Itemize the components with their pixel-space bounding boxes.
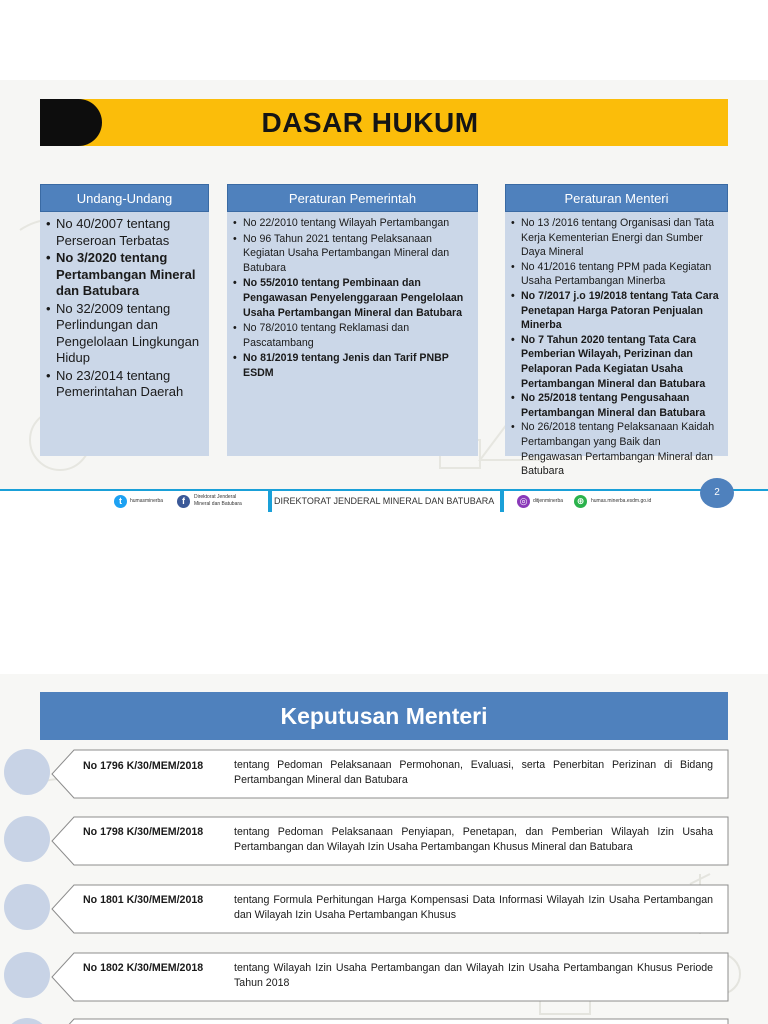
decision-description: tentang Pedoman Pelaksanaan Penyiapan, Penetapan, dan Pemberian Wilayah Izin Usaha Pertambangan dan Wilayah Izin Usaha Pertambangan Khusus Mineral dan Batubara [234, 826, 713, 853]
decision-number: No 1801 K/30/MEM/2018 [83, 894, 204, 906]
instagram-handle[interactable]: ditjenminerba [533, 498, 564, 504]
decision-number: No 1802 K/30/MEM/2018 [83, 962, 204, 974]
list-item: • No 55/2010 tentang Pembinaan dan Pengawasan Penyelenggaraan Pengelolaan Usaha Pertambangan Mineral dan Batubara [233, 276, 474, 320]
list-item: • No 3/2020 tentang Pertambangan Mineral dan Batubara [46, 250, 205, 300]
slide-keputusan-menteri [0, 674, 768, 1024]
decision-row-partial [0, 1018, 768, 1024]
instagram-icon[interactable]: ◎ [517, 495, 530, 508]
footer-divider [500, 491, 504, 512]
facebook-icon[interactable]: f [177, 495, 190, 508]
twitter-handle[interactable]: humasminerba [130, 498, 164, 504]
organization-name: DIREKTORAT JENDERAL MINERAL DAN BATUBARA [274, 496, 495, 506]
law-list [227, 212, 478, 381]
row-box [0, 1018, 768, 1024]
column-heading: Undang-Undang [40, 184, 209, 212]
facebook-name-line2[interactable]: Mineral dan Batubara [194, 501, 242, 507]
law-list [505, 212, 728, 479]
law-list [40, 212, 209, 401]
list-item: • No 7/2017 j.o 19/2018 tentang Tata Cara Penetapan Harga Patoran Penjualan Minerba [511, 289, 724, 333]
list-item: • No 96 Tahun 2021 tentang Pelaksanaan Kegiatan Usaha Pertambangan Mineral dan Batubara [233, 232, 474, 276]
list-item: • No 81/2019 tentang Jenis dan Tarif PNBP ESDM [233, 351, 474, 380]
website-link[interactable]: humas.minerba.esdm.go.id [591, 498, 652, 504]
globe-icon[interactable]: ⊕ [574, 495, 587, 508]
list-item: • No 40/2007 tentang Perseroan Terbatas [46, 216, 205, 249]
twitter-icon[interactable]: t [114, 495, 127, 508]
decision-row [0, 749, 768, 799]
list-item: • No 78/2010 tentang Reklamasi dan Pascatambang [233, 321, 474, 350]
list-item: • No 32/2009 tentang Perlindungan dan Pengelolaan Lingkungan Hidup [46, 301, 205, 367]
page-title: Keputusan Menteri [280, 703, 488, 729]
list-item: • No 26/2018 tentang Pelaksanaan Kaidah Pertambangan yang Baik dan Pengawasan Pertambangan Mineral dan Batubara [511, 420, 724, 478]
page-title: DASAR HUKUM [261, 107, 479, 138]
column-heading: Peraturan Menteri [505, 184, 728, 212]
column-peraturan-pemerintah [227, 184, 478, 456]
decision-number: No 1796 K/30/MEM/2018 [83, 760, 204, 772]
list-item: • No 25/2018 tentang Pengusahaan Pertambangan Mineral dan Batubara [511, 391, 724, 420]
decision-description: tentang Formula Perhitungan Harga Kompensasi Data Informasi Wilayah Izin Usaha Pertambangan dan Wilayah Izin Usaha Pertambangan Khusus [234, 894, 713, 921]
decision-row [0, 884, 768, 934]
decision-row [0, 952, 768, 1002]
footer-divider [268, 491, 272, 512]
decision-number: No 1798 K/30/MEM/2018 [83, 826, 204, 838]
page-number-badge: 2 [700, 478, 734, 508]
list-item: • No 23/2014 tentang Pemerintahan Daerah [46, 368, 205, 401]
decision-description: tentang Wilayah Izin Usaha Pertambangan dan Wilayah Izin Usaha Pertambangan Khusus Periode Tahun 2018 [234, 962, 713, 989]
list-item: • No 41/2016 tentang PPM pada Kegiatan Usaha Pertambangan Minerba [511, 260, 724, 289]
list-item: • No 7 Tahun 2020 tentang Tata Cara Pemberian Wilayah, Perizinan dan Pelaporan Pada Kegiatan Usaha Pertambangan Mineral dan Batubara [511, 333, 724, 391]
slide-dasar-hukum [0, 80, 768, 512]
column-heading: Peraturan Pemerintah [227, 184, 478, 212]
facebook-name-line1[interactable]: Direktorat Jenderal [194, 494, 237, 500]
list-item: • No 22/2010 tentang Wilayah Pertambangan [233, 216, 474, 231]
column-undang-undang [40, 184, 209, 456]
title-bar [40, 692, 728, 740]
footer-bar [0, 489, 768, 512]
list-item: • No 13 /2016 tentang Organisasi dan Tata Kerja Kementerian Energi dan Sumber Daya Mineral [511, 216, 724, 260]
decision-row [0, 816, 768, 866]
column-peraturan-menteri [505, 184, 728, 478]
title-bar-cap [40, 99, 102, 146]
decision-description: tentang Pedoman Pelaksanaan Permohonan, Evaluasi, serta Penerbitan Perizinan di Bidang Pertambangan Mineral dan Batubara [234, 759, 713, 786]
